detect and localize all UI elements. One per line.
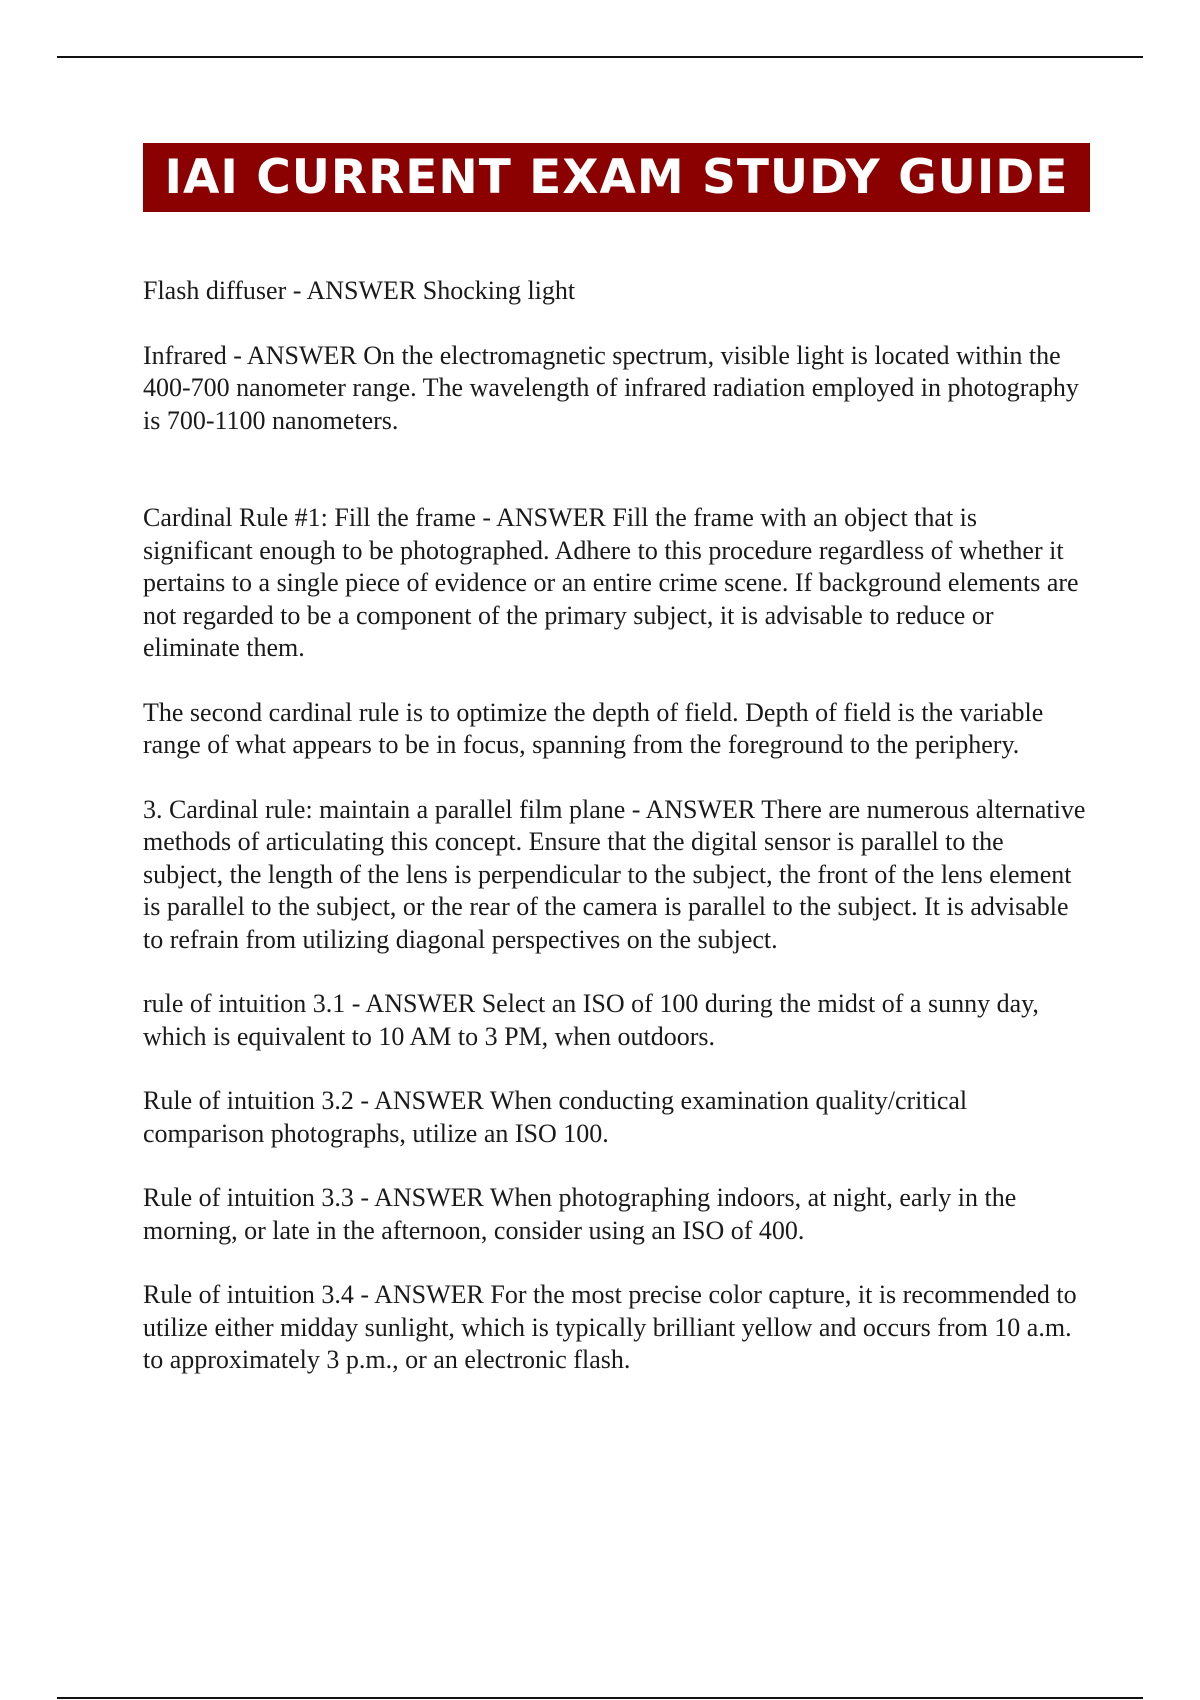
- entry-cardinal-rule-2: The second cardinal rule is to optimize the depth of field. Depth of field is the variable range of what appears to be in focus, spanning from the foreground to the periphery.: [143, 697, 1044, 759]
- entry-flash-diffuser: Flash diffuser - ANSWER Shocking light: [143, 276, 576, 305]
- entry-intuition-3-1: rule of intuition 3.1 - ANSWER Select an ISO of 100 during the midst of a sunny day, which is equivalent to 10 AM to 3 PM, when outdoors.: [143, 989, 1039, 1051]
- entry-intuition-3-4: Rule of intuition 3.4 - ANSWER For the most precise color capture, it is recommended to utilize either midday sunlight, which is typically brilliant yellow and occurs from 10 a.m. to approximately 3 p.m., or an electronic flash.: [143, 1280, 1077, 1374]
- study-guide-content: [143, 275, 1090, 1409]
- top-divider: [57, 56, 1143, 58]
- title-banner: [143, 143, 1090, 212]
- entry-intuition-3-2: Rule of intuition 3.2 - ANSWER When conducting examination quality/critical comparison photographs, utilize an ISO 100.: [143, 1086, 968, 1148]
- entry-cardinal-rule-3: 3. Cardinal rule: maintain a parallel film plane - ANSWER There are numerous alternative methods of articulating this concept. Ensure that the digital sensor is parallel to the subject, the length of the lens is perpendicular to the subject, the front of the lens element is parallel to the subject, or the rear of the camera is parallel to the subject. It is advisable to refrain from utilizing diagonal perspectives on the subject.: [143, 794, 1086, 954]
- bottom-divider: [57, 1697, 1143, 1699]
- entry-intuition-3-3: Rule of intuition 3.3 - ANSWER When photographing indoors, at night, early in the morning, or late in the afternoon, consider using an ISO of 400.: [143, 1183, 1017, 1245]
- entry-infrared: Infrared - ANSWER On the electromagnetic spectrum, visible light is located within the 400-700 nanometer range. The wavelength of infrared radiation employed in photography is 700-1100 nanometers.: [143, 340, 1079, 435]
- entry-cardinal-rule-1: Cardinal Rule #1: Fill the frame - ANSWER Fill the frame with an object that is significant enough to be photographed. Adhere to this procedure regardless of whether it pertains to a single piece of evidence or an entire crime scene. If background elements are not regarded to be a component of the primary subject, it is advisable to reduce or eliminate them.: [143, 503, 1079, 662]
- page-title: IAI CURRENT EXAM STUDY GUIDE: [164, 150, 1069, 205]
